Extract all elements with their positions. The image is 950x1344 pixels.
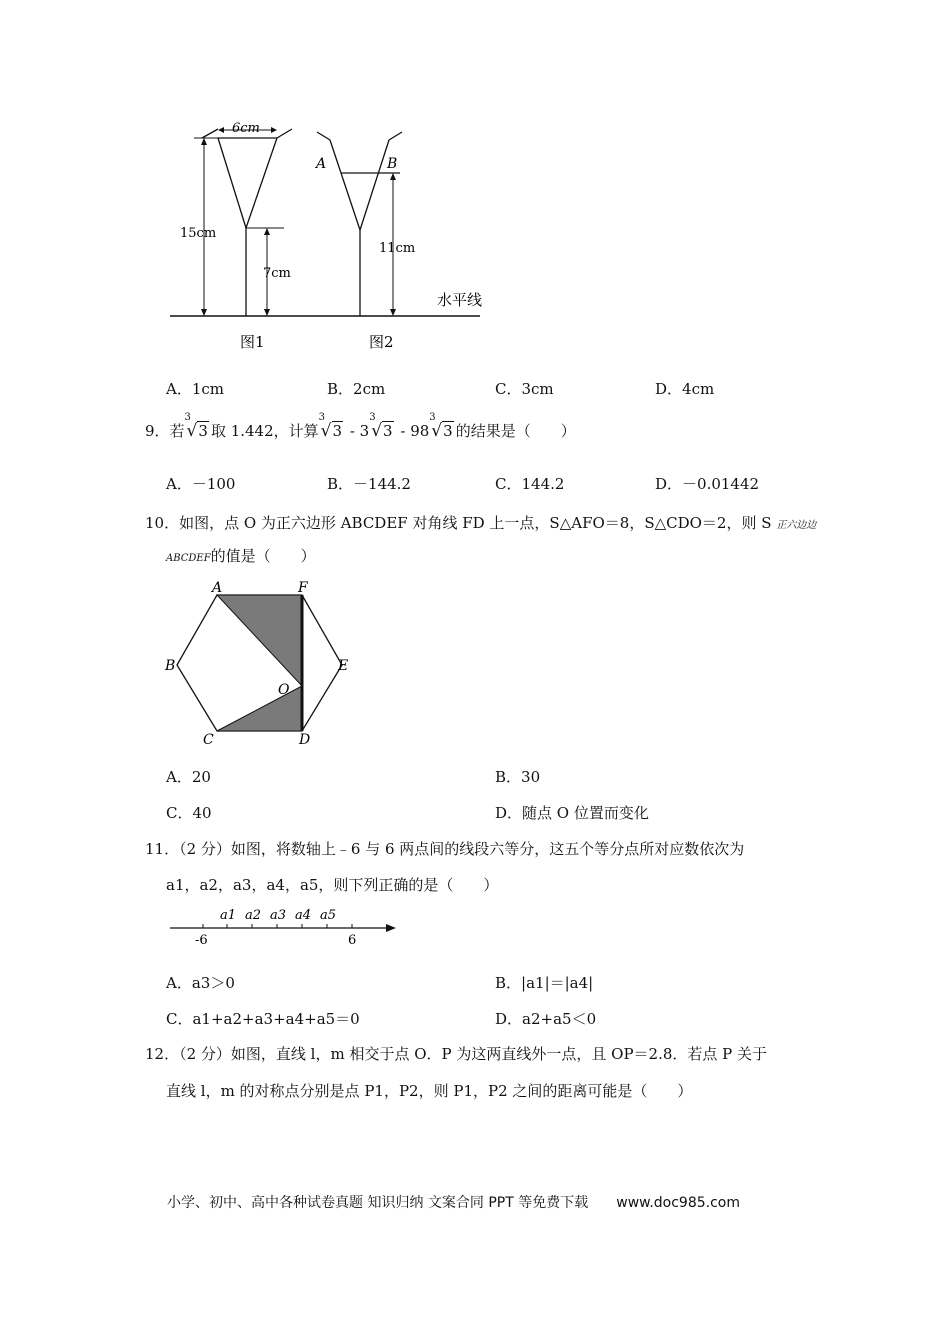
fig-label-horizon: 水平线	[437, 291, 483, 309]
svg-text:O: O	[278, 682, 290, 698]
footer-text: 小学、初中、高中各种试卷真题 知识归纳 文案合同 PPT 等免费下载	[167, 1195, 589, 1211]
q11-option-d: D．a2+a5＜0	[495, 1010, 597, 1028]
q10-option-c: C．40	[166, 804, 212, 822]
svg-text:A: A	[212, 580, 223, 596]
q9-stem: 9．若 3 √3 取 1.442，计算 3 √3 - 3 3 √3 - 98 3 √3 的结果是（ ）	[145, 412, 576, 441]
fig-label-A: A	[316, 156, 327, 172]
q12-stem-line2: 直线 l，m 的对称点分别是点 P1，P2，则 P1，P2 之间的距离可能是（ ）	[166, 1082, 693, 1100]
q10-option-a: A．20	[166, 768, 211, 786]
svg-text:6: 6	[348, 933, 357, 948]
q8-option-a: A．1cm	[166, 380, 225, 398]
fig-label-7cm: 7cm	[263, 266, 291, 281]
svg-text:a3: a3	[270, 908, 287, 923]
fig-label-15cm: 15cm	[180, 226, 217, 241]
q11-option-c: C．a1+a2+a3+a4+a5＝0	[166, 1010, 360, 1028]
svg-text:-6: -6	[195, 933, 208, 948]
svg-text:a1: a1	[220, 908, 237, 923]
q10-option-b: B．30	[495, 768, 541, 786]
q8-option-b: B．2cm	[327, 380, 386, 398]
q11-option-a: A．a3＞0	[166, 974, 235, 992]
q8-option-c: C．3cm	[495, 380, 554, 398]
hexagon-figure	[160, 578, 360, 750]
q11-stem-line1: 11．（2 分）如图，将数轴上﹣6 与 6 两点间的线段六等分，这五个等分点所对应数依次为	[145, 840, 745, 858]
number-line-figure	[160, 902, 410, 950]
funnel-figure	[160, 110, 500, 360]
fig-caption-2: 图2	[369, 333, 394, 351]
svg-text:E: E	[338, 658, 349, 674]
fig-label-6cm: 6cm	[232, 121, 260, 136]
svg-text:a2: a2	[245, 908, 262, 923]
q11-option-b: B．|a1|＝|a4|	[495, 974, 594, 992]
svg-text:B: B	[165, 658, 176, 674]
q12-stem-line1: 12．（2 分）如图，直线 l，m 相交于点 O．P 为这两直线外一点，且 OP＝2.8．若点 P 关于	[145, 1045, 768, 1063]
page-footer	[167, 1192, 740, 1212]
q9-option-b: B．－144.2	[327, 475, 411, 493]
svg-text:a5: a5	[320, 908, 337, 923]
fig-caption-1: 图1	[240, 333, 265, 351]
q9-option-c: C．144.2	[495, 475, 565, 493]
svg-text:a4: a4	[295, 908, 312, 923]
fig-label-B: B	[387, 156, 398, 172]
footer-url[interactable]: www.doc985.com	[616, 1195, 740, 1211]
shaded-triangle-afo	[217, 595, 302, 686]
fig-label-11cm: 11cm	[379, 241, 416, 256]
svg-text:D: D	[299, 732, 311, 748]
q9-option-d: D．－0.01442	[655, 475, 760, 493]
q9-option-a: A．－100	[166, 475, 236, 493]
svg-text:C: C	[203, 732, 214, 748]
q10-stem-line2: ABCDEF的值是（ ）	[166, 547, 316, 565]
q11-stem-line2: a1，a2，a3，a4，a5，则下列正确的是（ ）	[166, 876, 499, 894]
q10-stem-line1: 10．如图，点 O 为正六边形 ABCDEF 对角线 FD 上一点，S△AFO＝8，S△CDO＝2，则 S 正六边边	[145, 514, 817, 532]
q8-option-d: D．4cm	[655, 380, 715, 398]
svg-text:F: F	[298, 580, 308, 596]
q10-option-d: D．随点 O 位置而变化	[495, 804, 649, 822]
